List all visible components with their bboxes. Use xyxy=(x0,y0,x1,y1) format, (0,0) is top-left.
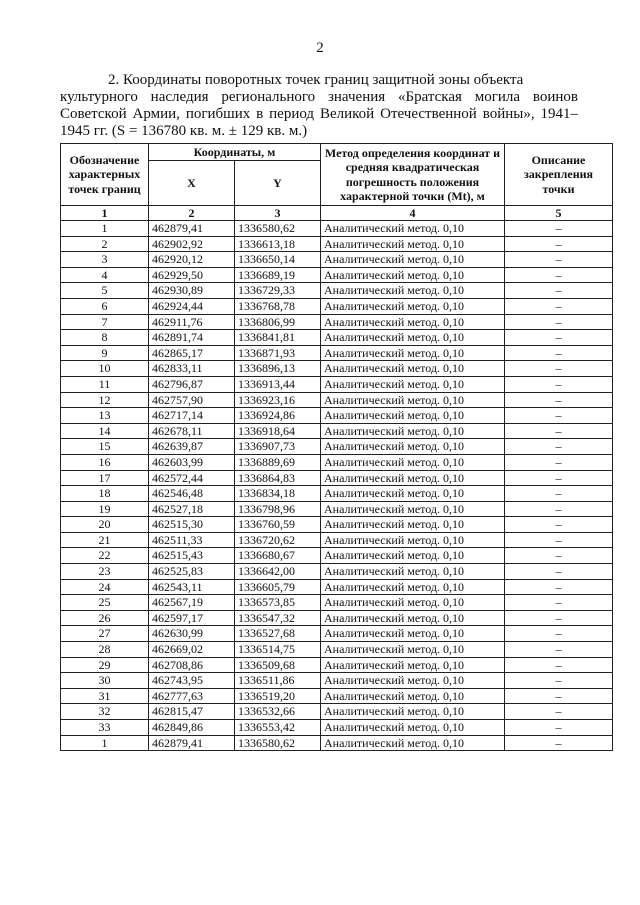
method-cell: Аналитический метод. 0,10 xyxy=(321,626,505,642)
header-x: X xyxy=(149,161,235,206)
table-row xyxy=(61,595,613,611)
y-coordinate-cell: 1336509,68 xyxy=(235,657,321,673)
column-number: 1 xyxy=(61,206,149,221)
x-coordinate-cell: 462546,48 xyxy=(149,486,235,502)
y-coordinate-cell: 1336913,44 xyxy=(235,376,321,392)
point-number-cell: 15 xyxy=(61,439,149,455)
y-coordinate-cell: 1336924,86 xyxy=(235,408,321,424)
method-cell: Аналитический метод. 0,10 xyxy=(321,470,505,486)
point-number-cell: 2 xyxy=(61,236,149,252)
point-number-cell: 1 xyxy=(61,735,149,751)
point-number-cell: 27 xyxy=(61,626,149,642)
y-coordinate-cell: 1336650,14 xyxy=(235,252,321,268)
x-coordinate-cell: 462930,89 xyxy=(149,283,235,299)
x-coordinate-cell: 462717,14 xyxy=(149,408,235,424)
method-cell: Аналитический метод. 0,10 xyxy=(321,298,505,314)
point-number-cell: 22 xyxy=(61,548,149,564)
point-number-cell: 7 xyxy=(61,314,149,330)
point-number-cell: 13 xyxy=(61,408,149,424)
table-row xyxy=(61,517,613,533)
description-cell: – xyxy=(505,408,613,424)
point-number-cell: 32 xyxy=(61,704,149,720)
y-coordinate-cell: 1336720,62 xyxy=(235,532,321,548)
y-coordinate-cell: 1336760,59 xyxy=(235,517,321,533)
description-cell: – xyxy=(505,376,613,392)
method-cell: Аналитический метод. 0,10 xyxy=(321,688,505,704)
description-cell: – xyxy=(505,517,613,533)
y-coordinate-cell: 1336918,64 xyxy=(235,423,321,439)
method-cell: Аналитический метод. 0,10 xyxy=(321,657,505,673)
method-cell: Аналитический метод. 0,10 xyxy=(321,392,505,408)
y-coordinate-cell: 1336798,96 xyxy=(235,501,321,517)
x-coordinate-cell: 462543,11 xyxy=(149,579,235,595)
description-cell: – xyxy=(505,423,613,439)
y-coordinate-cell: 1336642,00 xyxy=(235,564,321,580)
x-coordinate-cell: 462515,43 xyxy=(149,548,235,564)
method-cell: Аналитический метод. 0,10 xyxy=(321,314,505,330)
y-coordinate-cell: 1336527,68 xyxy=(235,626,321,642)
table-row xyxy=(61,392,613,408)
description-cell: – xyxy=(505,470,613,486)
table-row xyxy=(61,486,613,502)
description-cell: – xyxy=(505,252,613,268)
header-description: Описание закрепления точки xyxy=(505,144,613,206)
table-row xyxy=(61,252,613,268)
y-coordinate-cell: 1336871,93 xyxy=(235,345,321,361)
table-row xyxy=(61,720,613,736)
x-coordinate-cell: 462567,19 xyxy=(149,595,235,611)
method-cell: Аналитический метод. 0,10 xyxy=(321,532,505,548)
point-number-cell: 6 xyxy=(61,298,149,314)
point-number-cell: 14 xyxy=(61,423,149,439)
description-cell: – xyxy=(505,579,613,595)
description-cell: – xyxy=(505,657,613,673)
description-cell: – xyxy=(505,345,613,361)
x-coordinate-cell: 462865,17 xyxy=(149,345,235,361)
method-cell: Аналитический метод. 0,10 xyxy=(321,236,505,252)
x-coordinate-cell: 462511,33 xyxy=(149,532,235,548)
description-cell: – xyxy=(505,392,613,408)
header-method: Метод определения координат и средняя квадратическая погрешность положения характерной точки (Mt), м xyxy=(321,144,505,206)
point-number-cell: 26 xyxy=(61,610,149,626)
x-coordinate-cell: 462639,87 xyxy=(149,439,235,455)
table-row xyxy=(61,283,613,299)
x-coordinate-cell: 462597,17 xyxy=(149,610,235,626)
point-number-cell: 4 xyxy=(61,267,149,283)
y-coordinate-cell: 1336923,16 xyxy=(235,392,321,408)
table-row xyxy=(61,470,613,486)
table-row xyxy=(61,376,613,392)
description-cell: – xyxy=(505,642,613,658)
y-coordinate-cell: 1336841,81 xyxy=(235,330,321,346)
method-cell: Аналитический метод. 0,10 xyxy=(321,595,505,611)
y-coordinate-cell: 1336806,99 xyxy=(235,314,321,330)
heading-line-1: 2. Координаты поворотных точек границ защитной зоны объекта xyxy=(108,72,524,88)
table-row xyxy=(61,236,613,252)
table-row xyxy=(61,439,613,455)
table-row xyxy=(61,548,613,564)
description-cell: – xyxy=(505,361,613,377)
table-row xyxy=(61,361,613,377)
header-coordinates: Координаты, м xyxy=(149,144,321,161)
heading-line-rest: культурного наследия регионального значения «Братская могила воинов Советской Армии, погибших в период Великой Отечественной войны», 1941–1945 гг. (S = 136780 кв. м. ± 129 кв. м.) xyxy=(60,89,578,139)
x-coordinate-cell: 462924,44 xyxy=(149,298,235,314)
description-cell: – xyxy=(505,735,613,751)
description-cell: – xyxy=(505,532,613,548)
point-number-cell: 25 xyxy=(61,595,149,611)
description-cell: – xyxy=(505,610,613,626)
description-cell: – xyxy=(505,688,613,704)
table-row xyxy=(61,626,613,642)
table-row xyxy=(61,610,613,626)
y-coordinate-cell: 1336680,67 xyxy=(235,548,321,564)
table-row xyxy=(61,330,613,346)
y-coordinate-cell: 1336511,86 xyxy=(235,673,321,689)
y-coordinate-cell: 1336573,85 xyxy=(235,595,321,611)
section-heading xyxy=(60,72,578,140)
method-cell: Аналитический метод. 0,10 xyxy=(321,704,505,720)
x-coordinate-cell: 462527,18 xyxy=(149,501,235,517)
y-coordinate-cell: 1336580,62 xyxy=(235,221,321,237)
method-cell: Аналитический метод. 0,10 xyxy=(321,564,505,580)
description-cell: – xyxy=(505,283,613,299)
y-coordinate-cell: 1336889,69 xyxy=(235,454,321,470)
description-cell: – xyxy=(505,720,613,736)
x-coordinate-cell: 462603,99 xyxy=(149,454,235,470)
y-coordinate-cell: 1336519,20 xyxy=(235,688,321,704)
y-coordinate-cell: 1336553,42 xyxy=(235,720,321,736)
table-row xyxy=(61,298,613,314)
y-coordinate-cell: 1336547,32 xyxy=(235,610,321,626)
y-coordinate-cell: 1336514,75 xyxy=(235,642,321,658)
method-cell: Аналитический метод. 0,10 xyxy=(321,283,505,299)
table-row xyxy=(61,579,613,595)
description-cell: – xyxy=(505,501,613,517)
point-number-cell: 31 xyxy=(61,688,149,704)
description-cell: – xyxy=(505,221,613,237)
method-cell: Аналитический метод. 0,10 xyxy=(321,517,505,533)
y-coordinate-cell: 1336834,18 xyxy=(235,486,321,502)
method-cell: Аналитический метод. 0,10 xyxy=(321,610,505,626)
x-coordinate-cell: 462777,63 xyxy=(149,688,235,704)
column-number: 2 xyxy=(149,206,235,221)
x-coordinate-cell: 462879,41 xyxy=(149,735,235,751)
point-number-cell: 5 xyxy=(61,283,149,299)
method-cell: Аналитический метод. 0,10 xyxy=(321,376,505,392)
description-cell: – xyxy=(505,314,613,330)
x-coordinate-cell: 462902,92 xyxy=(149,236,235,252)
x-coordinate-cell: 462743,95 xyxy=(149,673,235,689)
x-coordinate-cell: 462757,90 xyxy=(149,392,235,408)
point-number-cell: 17 xyxy=(61,470,149,486)
method-cell: Аналитический метод. 0,10 xyxy=(321,361,505,377)
table-body xyxy=(61,221,613,751)
y-coordinate-cell: 1336532,66 xyxy=(235,704,321,720)
method-cell: Аналитический метод. 0,10 xyxy=(321,423,505,439)
x-coordinate-cell: 462630,99 xyxy=(149,626,235,642)
point-number-cell: 10 xyxy=(61,361,149,377)
method-cell: Аналитический метод. 0,10 xyxy=(321,408,505,424)
method-cell: Аналитический метод. 0,10 xyxy=(321,642,505,658)
description-cell: – xyxy=(505,330,613,346)
method-cell: Аналитический метод. 0,10 xyxy=(321,330,505,346)
description-cell: – xyxy=(505,704,613,720)
method-cell: Аналитический метод. 0,10 xyxy=(321,267,505,283)
y-coordinate-cell: 1336580,62 xyxy=(235,735,321,751)
y-coordinate-cell: 1336689,19 xyxy=(235,267,321,283)
table-row xyxy=(61,501,613,517)
header-y: Y xyxy=(235,161,321,206)
method-cell: Аналитический метод. 0,10 xyxy=(321,439,505,455)
x-coordinate-cell: 462572,44 xyxy=(149,470,235,486)
point-number-cell: 24 xyxy=(61,579,149,595)
y-coordinate-cell: 1336729,33 xyxy=(235,283,321,299)
table-row xyxy=(61,735,613,751)
table-row xyxy=(61,267,613,283)
point-number-cell: 16 xyxy=(61,454,149,470)
description-cell: – xyxy=(505,267,613,283)
x-coordinate-cell: 462669,02 xyxy=(149,642,235,658)
description-cell: – xyxy=(505,236,613,252)
x-coordinate-cell: 462815,47 xyxy=(149,704,235,720)
point-number-cell: 11 xyxy=(61,376,149,392)
description-cell: – xyxy=(505,548,613,564)
table-row xyxy=(61,408,613,424)
point-number-cell: 9 xyxy=(61,345,149,361)
x-coordinate-cell: 462833,11 xyxy=(149,361,235,377)
x-coordinate-cell: 462849,86 xyxy=(149,720,235,736)
point-number-cell: 20 xyxy=(61,517,149,533)
table-row xyxy=(61,532,613,548)
method-cell: Аналитический метод. 0,10 xyxy=(321,252,505,268)
method-cell: Аналитический метод. 0,10 xyxy=(321,501,505,517)
point-number-cell: 12 xyxy=(61,392,149,408)
x-coordinate-cell: 462796,87 xyxy=(149,376,235,392)
description-cell: – xyxy=(505,486,613,502)
y-coordinate-cell: 1336864,83 xyxy=(235,470,321,486)
x-coordinate-cell: 462891,74 xyxy=(149,330,235,346)
table-row xyxy=(61,345,613,361)
description-cell: – xyxy=(505,439,613,455)
table-row xyxy=(61,221,613,237)
method-cell: Аналитический метод. 0,10 xyxy=(321,454,505,470)
column-number: 3 xyxy=(235,206,321,221)
table-row xyxy=(61,564,613,580)
table-row xyxy=(61,454,613,470)
point-number-cell: 33 xyxy=(61,720,149,736)
table-row xyxy=(61,657,613,673)
x-coordinate-cell: 462678,11 xyxy=(149,423,235,439)
point-number-cell: 3 xyxy=(61,252,149,268)
method-cell: Аналитический метод. 0,10 xyxy=(321,221,505,237)
method-cell: Аналитический метод. 0,10 xyxy=(321,673,505,689)
method-cell: Аналитический метод. 0,10 xyxy=(321,345,505,361)
description-cell: – xyxy=(505,626,613,642)
table-row xyxy=(61,642,613,658)
method-cell: Аналитический метод. 0,10 xyxy=(321,720,505,736)
point-number-cell: 19 xyxy=(61,501,149,517)
method-cell: Аналитический метод. 0,10 xyxy=(321,486,505,502)
point-number-cell: 1 xyxy=(61,221,149,237)
y-coordinate-cell: 1336907,73 xyxy=(235,439,321,455)
page-number: 2 xyxy=(316,40,324,56)
description-cell: – xyxy=(505,298,613,314)
x-coordinate-cell: 462929,50 xyxy=(149,267,235,283)
table-row xyxy=(61,688,613,704)
x-coordinate-cell: 462911,76 xyxy=(149,314,235,330)
point-number-cell: 21 xyxy=(61,532,149,548)
x-coordinate-cell: 462920,12 xyxy=(149,252,235,268)
point-number-cell: 18 xyxy=(61,486,149,502)
method-cell: Аналитический метод. 0,10 xyxy=(321,579,505,595)
column-number: 4 xyxy=(321,206,505,221)
point-number-cell: 28 xyxy=(61,642,149,658)
x-coordinate-cell: 462515,30 xyxy=(149,517,235,533)
table-row xyxy=(61,673,613,689)
description-cell: – xyxy=(505,454,613,470)
table-row xyxy=(61,423,613,439)
x-coordinate-cell: 462708,86 xyxy=(149,657,235,673)
column-number: 5 xyxy=(505,206,613,221)
table-row xyxy=(61,314,613,330)
y-coordinate-cell: 1336768,78 xyxy=(235,298,321,314)
table-row xyxy=(61,704,613,720)
method-cell: Аналитический метод. 0,10 xyxy=(321,735,505,751)
description-cell: – xyxy=(505,595,613,611)
y-coordinate-cell: 1336896,13 xyxy=(235,361,321,377)
description-cell: – xyxy=(505,673,613,689)
x-coordinate-cell: 462879,41 xyxy=(149,221,235,237)
coordinates-table xyxy=(60,143,613,751)
y-coordinate-cell: 1336613,18 xyxy=(235,236,321,252)
description-cell: – xyxy=(505,564,613,580)
method-cell: Аналитический метод. 0,10 xyxy=(321,548,505,564)
x-coordinate-cell: 462525,83 xyxy=(149,564,235,580)
point-number-cell: 29 xyxy=(61,657,149,673)
header-point-designation: Обозначение характерных точек границ xyxy=(61,144,149,206)
point-number-cell: 23 xyxy=(61,564,149,580)
point-number-cell: 8 xyxy=(61,330,149,346)
y-coordinate-cell: 1336605,79 xyxy=(235,579,321,595)
point-number-cell: 30 xyxy=(61,673,149,689)
